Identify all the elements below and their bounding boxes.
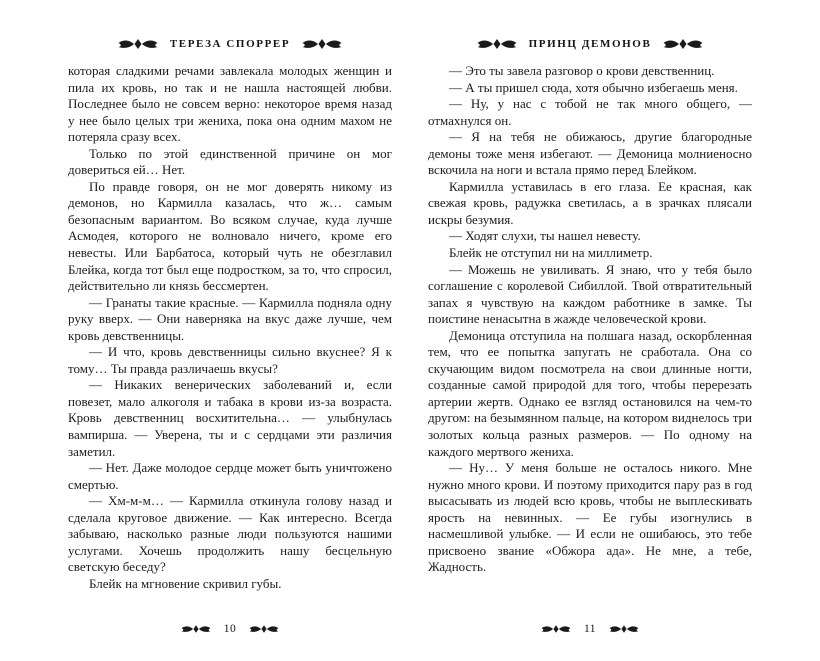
page-footer bbox=[428, 623, 752, 637]
page-left bbox=[68, 38, 392, 637]
page-number: 11 bbox=[583, 623, 597, 635]
paragraph: Демоница отступила на полшага назад, оскорбленная тем, что ее попытка запугать не сработала. Она со скучающим видом посмотрела на свои длинные ногти, созданные самой природой для того, чтобы перерезать артерии жертв. Однако ее взгляд остановился на чем-то другом: на безымянном пальце, на котором виднелось три золотых кольца разных размеров. — По одному на каждого мертвого жениха. bbox=[428, 327, 752, 459]
running-head-title: ТЕРЕЗА СПОРРЕР bbox=[169, 38, 291, 50]
running-head-title: ПРИНЦ ДЕМОНОВ bbox=[528, 38, 652, 50]
flourish-ornament-icon bbox=[115, 38, 161, 50]
paragraph: Блейк не отступил ни на миллиметр. bbox=[449, 245, 653, 261]
paragraph: — А ты пришел сюда, хотя обычно избегаешь меня. bbox=[449, 79, 738, 95]
page-text-body bbox=[68, 63, 392, 593]
paragraph: — Хм-м-м… — Кармилла откинула голову назад и сделала круговое движение. — Как интересно. Всегда забываю, насколько разные люди пользуются нашими услугами. Хочешь продолжить нашу бесцельную светскую беседу? bbox=[68, 493, 392, 575]
paragraph: — Ходят слухи, ты нашел невесту. bbox=[449, 228, 641, 244]
paragraph: — Никаких венерических заболеваний и, если повезет, мало алкоголя и табака в крови из-за возраста. Кровь девственниц восхитительна… — улыбнулась вампирша. — Уверена, ты и с сердцами эти различия заметил. bbox=[68, 377, 392, 459]
flourish-ornament-icon bbox=[247, 624, 281, 634]
paragraph: По правде говоря, он не мог доверять никому из демонов, но Кармилла казалась, что ж… самым безопасным вариантом. Во всяком случае, куда лучше Асмодея, которого не волновало ничего, кроме его невесты. Или Барбатоса, который чуть не обезглавил Блейка, когда тот был еще подростком, за то, что спросил, действительно ли князь бессмертен. bbox=[68, 178, 392, 294]
running-head bbox=[68, 38, 392, 50]
page-number: 10 bbox=[223, 623, 237, 635]
running-head bbox=[428, 38, 752, 50]
paragraph: которая сладкими речами завлекала молодых женщин и пила их кровь, но так и не нашла настоящей любви. Последнее было не совсем верно: некоторое время назад у нее было целых три жениха, пока она одним махом не потеряла сразу всех. bbox=[68, 63, 392, 145]
paragraph: Кармилла уставилась в его глаза. Ее красная, как свежая кровь, радужка светилась, а в зрачках плясали искры безумия. bbox=[428, 178, 752, 227]
flourish-ornament-icon bbox=[179, 624, 213, 634]
flourish-ornament-icon bbox=[474, 38, 520, 50]
paragraph: — Ну, у нас с тобой не так много общего, — отмахнулся он. bbox=[428, 96, 752, 128]
paragraph: — Гранаты такие красные. — Кармилла подняла одну руку вверх. — Они наверняка на вкус даже лучше, чем кровь девственницы. bbox=[68, 294, 392, 343]
flourish-ornament-icon bbox=[539, 624, 573, 634]
paragraph: — Можешь не увиливать. Я знаю, что у тебя было соглашение с королевой Сибиллой. Твой отвратительный запах я чувствую на каждом работнике в замке. Ты поистине ненасытна в жажде человеческой крови. bbox=[428, 261, 752, 327]
paragraph: Только по этой единственной причине он мог довериться ей… Нет. bbox=[68, 145, 392, 178]
paragraph: — Это ты завела разговор о крови девственниц. bbox=[449, 63, 715, 78]
page-right bbox=[428, 38, 752, 637]
paragraph: Блейк на мгновение скривил губы. bbox=[89, 575, 282, 591]
paragraph: — Я на тебя не обижаюсь, другие благородные демоны тоже меня избегают. — Демоница молниеносно вскочила на ноги и встала прямо перед Блейком. bbox=[428, 129, 752, 178]
paragraph: — Ну… У меня больше не осталось никого. Мне нужно много крови. И поэтому приходится пару раз в год высасывать из людей всю кровь, чтобы не выплескивать ярость на невинных. — Ее губы изогнулись в насмешливой улыбке. — И если не ошибаюсь, это тебе присвоено звание «Обжора ада». Не мне, а тебе, Жадность. bbox=[428, 460, 752, 575]
flourish-ornament-icon bbox=[660, 38, 706, 50]
page-text-body bbox=[428, 63, 752, 576]
flourish-ornament-icon bbox=[607, 624, 641, 634]
page-footer bbox=[68, 623, 392, 637]
paragraph: — И что, кровь девственницы сильно вкуснее? Я к тому… Ты правда различаешь вкусы? bbox=[68, 344, 392, 376]
flourish-ornament-icon bbox=[299, 38, 345, 50]
paragraph: — Нет. Даже молодое сердце может быть уничтожено смертью. bbox=[68, 460, 392, 492]
